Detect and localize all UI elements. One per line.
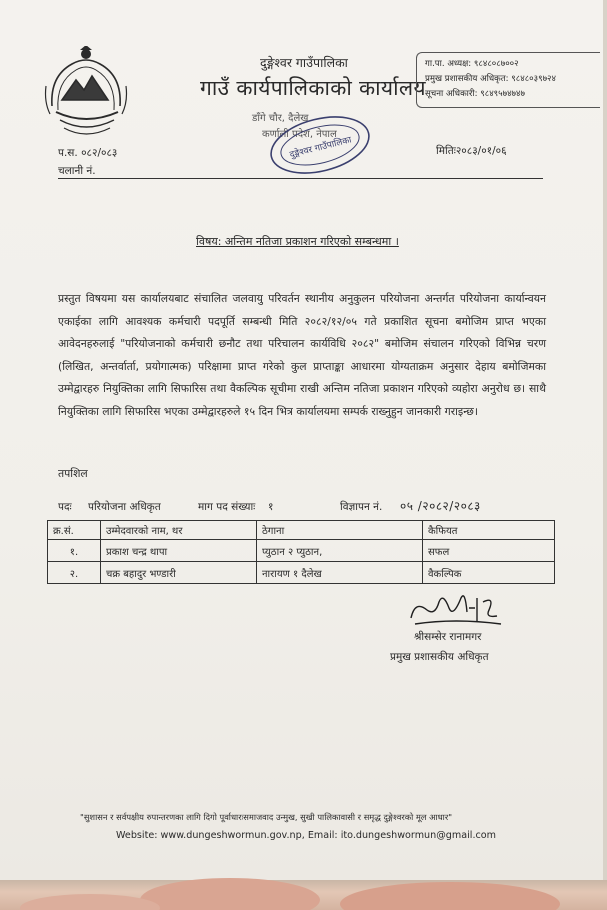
cell-remarks: सफल [423, 540, 555, 562]
post-value: परियोजना अधिकृत [88, 501, 161, 513]
header-divider [58, 178, 543, 179]
col-remarks: कैफियत [423, 521, 555, 540]
results-table [47, 520, 555, 584]
cell-address: प्युठान २ प्युठान, [257, 540, 423, 562]
nepal-emblem-icon [42, 46, 130, 146]
cell-address: नारायण १ दैलेख [257, 562, 423, 584]
signature-icon [405, 588, 515, 632]
contact-info-officer: सूचना अधिकारी: ९८४९५७४७४७ [425, 89, 525, 99]
stamp-text: दुङ्गेश्वर गाउँपालिका [288, 135, 353, 161]
cell-serial: १. [48, 540, 101, 562]
table-row [48, 562, 555, 584]
demand-value: १ [268, 501, 274, 513]
contact-box [416, 52, 600, 108]
cell-remarks: वैकल्पिक [423, 562, 555, 584]
col-address: ठेगाना [257, 521, 423, 540]
annex-label: तपशिल [58, 467, 88, 480]
cell-serial: २. [48, 562, 101, 584]
office-address: डाँगे चौर, दैलेख [252, 113, 309, 124]
demand-label: माग पद संख्याः [198, 501, 256, 513]
municipality-name: दुङ्गेश्वर गाउँपालिका [260, 55, 348, 70]
advertisement-value: ०५ /२०८२/२०८३ [400, 499, 481, 513]
signatory-title: प्रमुख प्रशासकीय अधिकृत [390, 651, 489, 663]
table-row [48, 540, 555, 562]
contact-chairperson: गा.पा. अध्यक्ष: ९८४८०८७००२ [425, 59, 519, 69]
col-serial: क्र.सं. [48, 521, 101, 540]
letter-subject: विषय: अन्तिम नतिजा प्रकाशन गरिएको सम्बन्धमा । [196, 235, 399, 248]
letter-number: प.स. ०८२/०८३ [58, 147, 118, 159]
dispatch-number: चलानी नं. [58, 165, 96, 177]
col-candidate-name: उम्मेदवारको नाम, थर [101, 521, 257, 540]
office-stamp-icon [265, 112, 375, 178]
cell-candidate-name: प्रकाश चन्द्र थापा [101, 540, 257, 562]
contact-cao: प्रमुख प्रशासकीय अधिकृत: ९८४८०३९७२४ [425, 74, 556, 84]
letter-date: मितिः२०८३/०१/०६ [436, 145, 507, 157]
office-province: कर्णाली प्रदेश, नेपाल [262, 129, 337, 140]
footer-motto: "सुशासन र सर्वपक्षीय रुपान्तरणका लागि दिगो पूर्वाधारःसमाजवाद उन्मुख, सुखी पालिकावासी र समृद्ध दुङ्गेश्वरको मूल आधार" [80, 812, 453, 822]
signatory-name: श्रीसम्सेर रानामगर [414, 631, 482, 643]
fingers-icon [0, 858, 607, 910]
cell-candidate-name: चक्र बहादुर भण्डारी [101, 562, 257, 584]
advertisement-label: विज्ञापन नं. [340, 501, 383, 513]
letter-body: प्रस्तुत विषयमा यस कार्यालयबाट संचालित जलवायु परिवर्तन स्थानीय अनुकुलन परियोजना अन्तर्गत परियोजना कार्यान्वयन एकाईका लागि आवश्यक कर्मचारी पदपूर्ति सम्बन्धी मिति २०८२/१२/०५ गते प्रकाशित सूचना बमोजिम प्राप्त भएका आवेदनहरुलाई "परियोजनाको कर्मचारी छनौट तथा परिचालन कार्यविधि २०८२" बमोजिम संचालन गरिएको विभिन्न चरण (लिखित, अन्तर्वार्ता, प्रयोगात्मक) परिक्षामा प्राप्त गरेको कुल प्राप्ताङ्का आधारमा योग्यताक्रम अनुसार देहाय बमोजिमका उम्मेद्वारहरु नियुक्तिका लागि सिफारिस तथा वैकल्पिक सूचीमा राखी अन्तिम नतिजा प्रकाशन गरिएको व्यहोरा अनुरोध छ। साथै नियुक्तिका लागि सिफारिस भएका उम्मेद्वारहरुले १५ दिन भित्र कार्यालयमा सम्पर्क राख्नुहुन जानकारी गराइन्छ। [58, 292, 546, 418]
table-header-row [48, 521, 555, 540]
footer-website: Website: www.dungeshwormun.gov.np, Email: ito.dungeshwormun@gmail.com [116, 830, 496, 841]
office-title: गाउँ कार्यपालिकाको कार्यालय [200, 76, 426, 100]
post-label: पदः [58, 501, 72, 513]
